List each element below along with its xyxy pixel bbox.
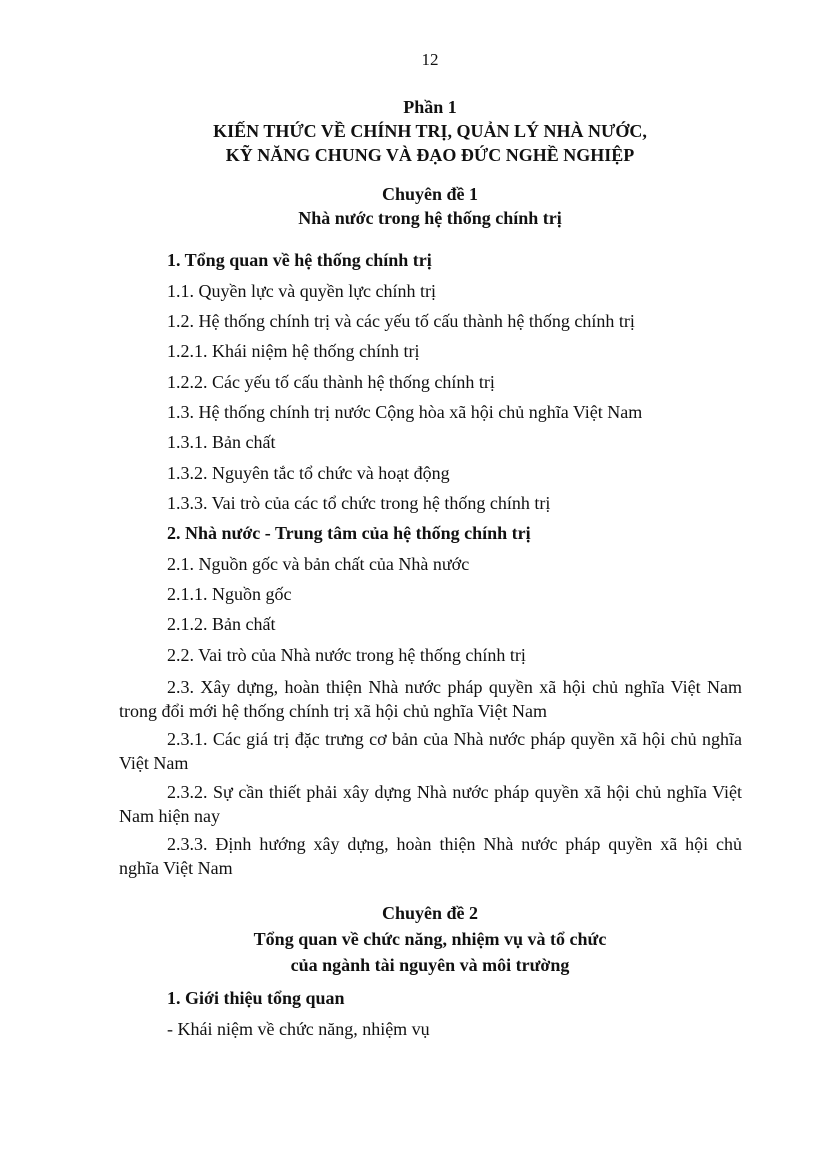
list-item: 1.3. Hệ thống chính trị nước Cộng hòa xã hội chủ nghĩa Việt Nam (167, 402, 643, 422)
list-item: 2.1.1. Nguồn gốc (167, 584, 292, 604)
list-item: 1.2.1. Khái niệm hệ thống chính trị (167, 341, 420, 361)
list-item: 1.2. Hệ thống chính trị và các yếu tố cấu thành hệ thống chính trị (167, 311, 635, 331)
list-item: 1.3.3. Vai trò của các tổ chức trong hệ thống chính trị (167, 493, 551, 513)
list-item: 1.3.2. Nguyên tắc tổ chức và hoạt động (167, 463, 450, 483)
list-item: 2.1.2. Bản chất (167, 614, 276, 634)
topic-1-label: Chuyên đề 1 (381, 184, 479, 204)
list-item: 2.3.3. Định hướng xây dựng, hoàn thiện Nhà nước pháp quyền xã hội chủ nghĩa Việt Nam (119, 834, 742, 878)
list-item: 1.1. Quyền lực và quyền lực chính trị (167, 281, 436, 301)
section-heading: 2. Nhà nước - Trung tâm của hệ thống chính trị (167, 523, 531, 543)
part-label: Phần 1 (403, 97, 457, 117)
list-item: 2.3.1. Các giá trị đặc trưng cơ bản của Nhà nước pháp quyền xã hội chủ nghĩa Việt Nam (119, 729, 742, 773)
list-item: - Khái niệm về chức năng, nhiệm vụ (167, 1019, 430, 1039)
section-heading: 1. Tổng quan về hệ thống chính trị (167, 250, 432, 270)
topic-2-label: Chuyên đề 2 (381, 903, 479, 923)
list-item: 2.1. Nguồn gốc và bản chất của Nhà nước (167, 554, 470, 574)
part-heading (0, 95, 820, 167)
list-item: 1.3.1. Bản chất (167, 432, 276, 452)
list-item: 1.2.2. Các yếu tố cấu thành hệ thống chính trị (167, 372, 495, 392)
topic-1-heading (0, 182, 820, 230)
list-item: 2.3.2. Sự cần thiết phải xây dựng Nhà nước pháp quyền xã hội chủ nghĩa Việt Nam hiện nay (119, 782, 742, 826)
topic-2-title-line-2: của ngành tài nguyên và môi trường (290, 955, 570, 975)
part-title-line-1: KIẾN THỨC VỀ CHÍNH TRỊ, QUẢN LÝ NHÀ NƯỚC, (213, 121, 647, 141)
topic-2-title-line-1: Tổng quan về chức năng, nhiệm vụ và tổ chức (253, 929, 607, 949)
list-item: 2.3. Xây dựng, hoàn thiện Nhà nước pháp quyền xã hội chủ nghĩa Việt Nam trong đổi mới hệ thống chính trị xã hội chủ nghĩa Việt Nam (119, 677, 742, 721)
topic-1-title: Nhà nước trong hệ thống chính trị (298, 208, 562, 228)
section-heading: 1. Giới thiệu tổng quan (167, 988, 345, 1008)
page-number: 12 (421, 50, 439, 69)
topic-2-heading (0, 900, 820, 978)
part-title-line-2: KỸ NĂNG CHUNG VÀ ĐẠO ĐỨC NGHỀ NGHIỆP (225, 145, 635, 165)
list-item: 2.2. Vai trò của Nhà nước trong hệ thống chính trị (167, 645, 526, 665)
